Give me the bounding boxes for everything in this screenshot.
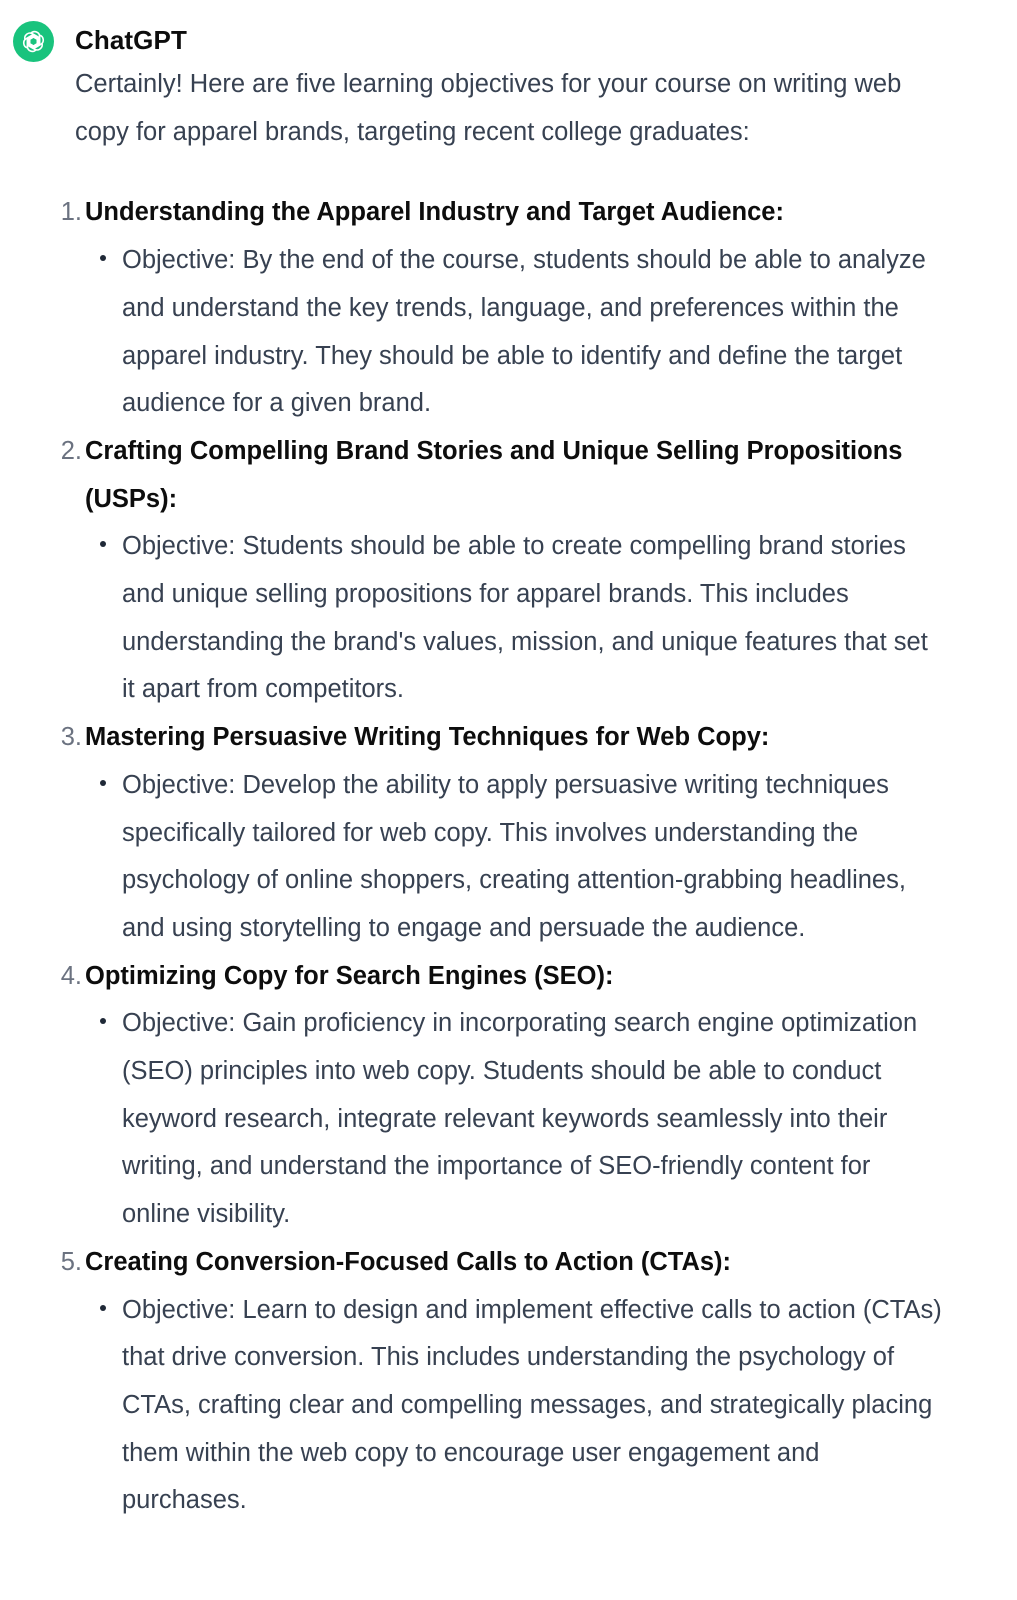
objective-details bbox=[85, 523, 975, 714]
objective-detail bbox=[122, 1000, 942, 1239]
objective-item bbox=[60, 953, 975, 1239]
objective-detail-text: Objective: Develop the ability to apply persuasive writing techniques specifically tailored for web copy. This involves understanding the psychology of online shoppers, creating attention-grabbing headlines, and using storytelling to engage and persuade the audience. bbox=[122, 770, 906, 942]
objective-detail-text: Objective: Students should be able to create compelling brand stories and unique selling propositions for apparel brands. This includes understanding the brand's values, mission, and unique features that set it apart from competitors. bbox=[122, 532, 928, 704]
objective-detail bbox=[122, 762, 942, 953]
list-number: 1. bbox=[60, 198, 82, 227]
sender-name: ChatGPT bbox=[75, 25, 187, 55]
bullet-icon bbox=[100, 1018, 106, 1024]
objective-details bbox=[85, 1000, 975, 1239]
objective-title: Mastering Persuasive Writing Techniques for Web Copy: bbox=[85, 723, 770, 752]
openai-logo-icon bbox=[19, 27, 48, 56]
bullet-icon bbox=[100, 255, 106, 261]
objective-details bbox=[85, 1287, 975, 1526]
objective-detail-text: Objective: By the end of the course, students should be able to analyze and understand the key trends, language, and preferences within the apparel industry. They should be able to identify and define the target audience for a given brand. bbox=[122, 246, 926, 418]
objective-item bbox=[60, 428, 975, 714]
objective-details bbox=[85, 237, 975, 428]
objective-title: Creating Conversion-Focused Calls to Action (CTAs): bbox=[85, 1247, 732, 1276]
objective-title: Optimizing Copy for Search Engines (SEO): bbox=[85, 961, 614, 990]
objective-title: Crafting Compelling Brand Stories and Unique Selling Propositions (USPs): bbox=[85, 436, 903, 513]
list-number: 5. bbox=[60, 1247, 82, 1276]
objective-item bbox=[60, 189, 975, 428]
assistant-avatar bbox=[13, 21, 54, 62]
bullet-icon bbox=[100, 1305, 106, 1311]
objective-detail bbox=[122, 523, 942, 714]
list-number: 2. bbox=[60, 436, 82, 465]
list-number: 3. bbox=[60, 723, 82, 752]
objective-item bbox=[60, 714, 975, 953]
objective-detail-text: Objective: Learn to design and implement effective calls to action (CTAs) that drive conversion. This includes understanding the psychology of CTAs, crafting clear and compelling messages, and strategically placing them within the web copy to encourage user engagement and purchases. bbox=[122, 1295, 942, 1515]
bullet-icon bbox=[100, 541, 106, 547]
intro-paragraph: Certainly! Here are five learning objectives for your course on writing web copy for apparel brands, targeting recent college graduates: bbox=[75, 70, 902, 146]
bullet-icon bbox=[100, 780, 106, 786]
list-number: 4. bbox=[60, 961, 82, 990]
objective-item bbox=[60, 1239, 975, 1525]
message-content bbox=[60, 61, 965, 1525]
objective-title: Understanding the Apparel Industry and Target Audience: bbox=[85, 198, 784, 227]
objective-details bbox=[85, 762, 975, 953]
objective-detail bbox=[122, 237, 942, 428]
objectives-list bbox=[60, 189, 975, 1525]
objective-detail-text: Objective: Gain proficiency in incorporating search engine optimization (SEO) principles into web copy. Students should be able to conduct keyword research, integrate relevant keywords seamlessly into their writing, and understand the importance of SEO-friendly content for online visibility. bbox=[122, 1009, 918, 1229]
objective-detail bbox=[122, 1287, 942, 1526]
